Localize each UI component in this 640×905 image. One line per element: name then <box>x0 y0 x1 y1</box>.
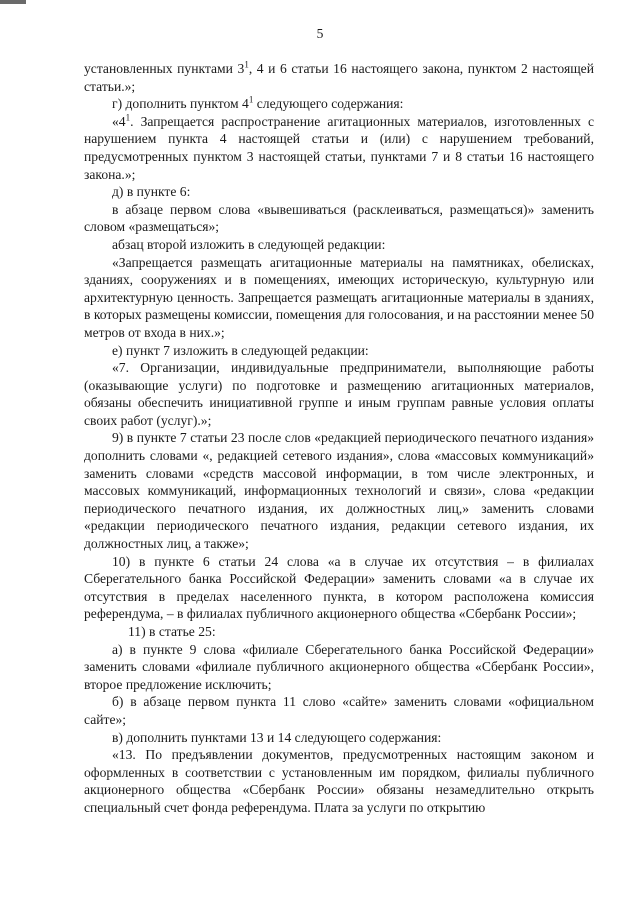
paragraph-5: в абзаце первом слова «вывешиваться (расклеиваться, размещаться)» заменить словом «размещаться»; <box>84 201 594 235</box>
superscript: 1 <box>125 112 131 123</box>
paragraph-9: «7. Организации, индивидуальные предприниматели, выполняющие работы (оказывающие услуги) по подготовке и размещению агитационных материалов, обязаны обеспечить инициативной группе и иным группам равные условия оплаты своих работ (услуг).»; <box>84 360 594 428</box>
paragraph-6: абзац второй изложить в следующей редакции: <box>112 236 386 252</box>
paragraph-7: «Запрещается размещать агитационные материалы на памятниках, обелисках, зданиях, сооружениях и в помещениях, имеющих историческую, культурную или архитектурную ценность. Запрещается размещать агитационные материалы в зданиях, в которых размещены комиссии, помещения для голосования, и на расстоянии менее 50 метров от входа в них.»; <box>84 254 594 340</box>
paragraph-11: 10) в пункте 6 статьи 24 слова «а в случае их отсутствия – в филиалах Сберегательного банка Российской Федерации» заменить словами «а в случае их отсутствия в пределах населенного пункта, в котором расположена комиссия референдума, – в филиалах публичного акционерного общества «Сбербанк России»; <box>84 553 594 622</box>
paragraph-2: г) дополнить пунктом $4^1$ следующего содержания: <box>112 94 404 112</box>
paragraph-14: б) в абзаце первом пункта 11 слово «сайте» заменить словами «официальном сайте»; <box>84 694 594 727</box>
scan-corner-mark <box>0 0 26 4</box>
paragraph-4: д) в пункте 6: <box>112 184 191 200</box>
paragraph-10: 9) в пункте 7 статьи 23 после слов «редакцией периодического печатного издания» дополнить словами «, редакцией сетевого издания», слова «массовых коммуникаций» заменить словами «средств массовой информации, в том числе электронных, и массовых коммуникаций, информационных технологий и связи», слова «редакции периодического печатного издания, их должностных лиц,» заменить словами «редакции периодического печатного издания, редакции сетевого издания, их должностных лиц, а также»; <box>84 430 594 552</box>
paragraph-8: е) пункт 7 изложить в следующей редакции: <box>112 342 369 358</box>
document-body <box>84 60 594 817</box>
paragraph-13: а) в пункте 9 слова «филиале Сберегательного банка Российской Федерации» заменить словами «филиале публичного акционерного общества «Сбербанк России», второе предложение исключить; <box>84 641 594 692</box>
paragraph-3: «$4^1$. Запрещается распространение агитационных материалов, изготовленных с нарушением пункта 4 настоящей статьи и (или) с нарушением требований, предусмотренных пунктом 3 настоящей статьи, пунктами 7 и 8 статьи 16 настоящего закона.»; <box>84 112 594 182</box>
paragraph-1: установленных пунктами $3^1$, 4 и 6 статьи 16 настоящего закона, пунктом 2 настоящей статьи.»; <box>84 59 594 94</box>
paragraph-15: в) дополнить пунктами 13 и 14 следующего содержания: <box>112 729 442 745</box>
superscript: 1 <box>248 94 254 105</box>
superscript: 1 <box>244 59 249 70</box>
page-number: 5 <box>316 26 324 41</box>
paragraph-12: 11) в статье 25: <box>128 624 216 639</box>
paragraph-16: «13. По предъявлении документов, предусмотренных настоящим законом и оформленных в соответствии с установленным им порядком, филиалы публичного акционерного общества «Сбербанк России» обязаны незамедлительно открыть специальный счет фонда референдума. Плата за услуги по открытию <box>84 747 594 815</box>
